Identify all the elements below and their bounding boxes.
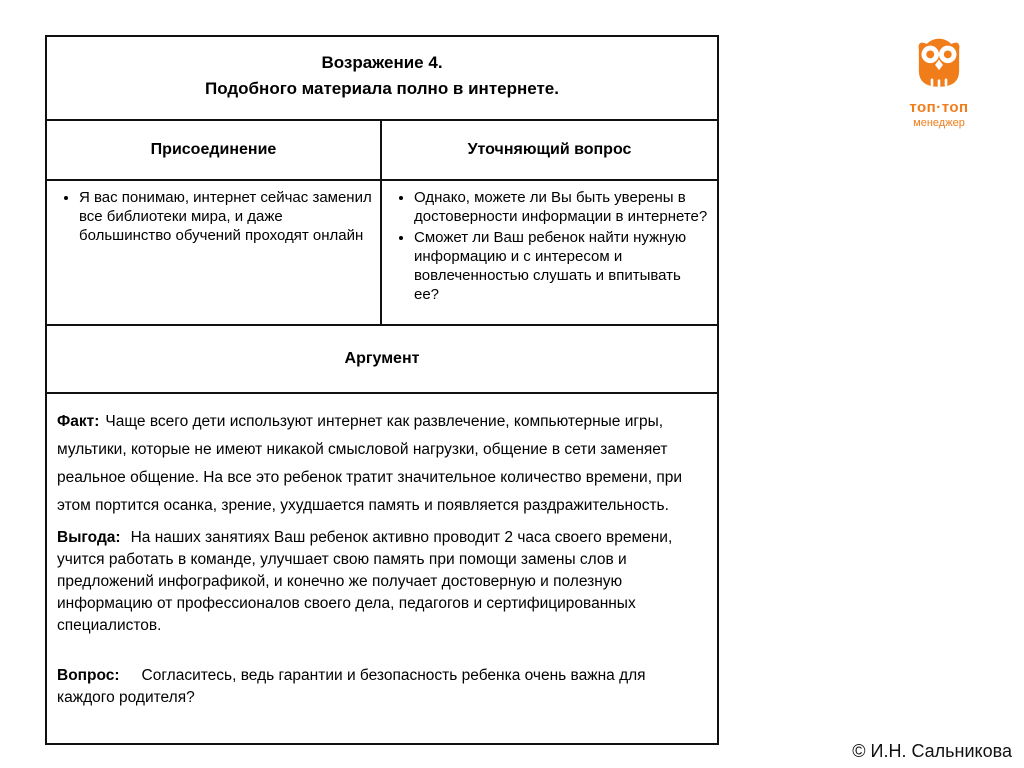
joining-bullet-list (53, 188, 372, 245)
table-title: Возражение 4. (321, 53, 443, 72)
benefit-paragraph (57, 527, 703, 637)
brand-logo (893, 36, 985, 129)
brand-name: топ·топ (909, 99, 969, 116)
benefit-label: Выгода: (57, 529, 121, 546)
argument-body (47, 394, 717, 744)
column-headers-row (47, 121, 717, 181)
bullet-item: • Сможет ли Ваш ребенок найти нужную информацию и с интересом и вовлеченностью слушать и впитывать ее? (414, 228, 709, 304)
column-header-joining: Присоединение (47, 121, 382, 179)
question-label: Вопрос: (57, 667, 120, 684)
owl-icon (911, 36, 967, 92)
brand-subtitle: менеджер (913, 117, 965, 129)
columns-content-row (47, 181, 717, 326)
bullet-item: • Я вас понимаю, интернет сейчас заменил все библиотеки мира, и даже большинство обучений проходят онлайн (79, 188, 372, 245)
question-paragraph (57, 665, 703, 709)
table-subtitle: Подобного материала полно в интернете. (205, 79, 559, 98)
fact-paragraph (57, 408, 703, 520)
clarifying-question-cell (382, 181, 717, 324)
joining-cell (47, 181, 382, 324)
objection-table (45, 35, 719, 745)
bullet-item: • Однако, можете ли Вы быть уверены в достоверности информации в интернете? (414, 188, 709, 226)
fact-text: Чаще всего дети используют интернет как развлечение, компьютерные игры, мультики, которые не имеют никакой смысловой нагрузки, общение в сети заменяет реальное общение. На все это ребенок тратит значительное количество времени, при этом портится осанка, зрение, ухудшается память и появляется раздражительность. (57, 413, 682, 514)
clarifying-question-bullet-list (388, 188, 709, 304)
fact-label: Факт: (57, 413, 100, 430)
column-header-clarifying-question: Уточняющий вопрос (467, 141, 632, 158)
table-title-block (47, 37, 717, 121)
argument-header: Аргумент (47, 326, 717, 394)
benefit-text: На наших занятиях Ваш ребенок активно проводит 2 часа своего времени, учится работать в команде, улучшает свою память при помощи замены слов и предложений инфографикой, и конечно же получает достоверную и полезную информацию от профессионалов своего дела, педагогов и сертифицированных специалистов. (57, 529, 673, 634)
copyright: © И.Н. Сальникова (852, 741, 1012, 761)
question-text: Согласитесь, ведь гарантии и безопасность ребенка очень важна для каждого родителя? (57, 667, 646, 706)
